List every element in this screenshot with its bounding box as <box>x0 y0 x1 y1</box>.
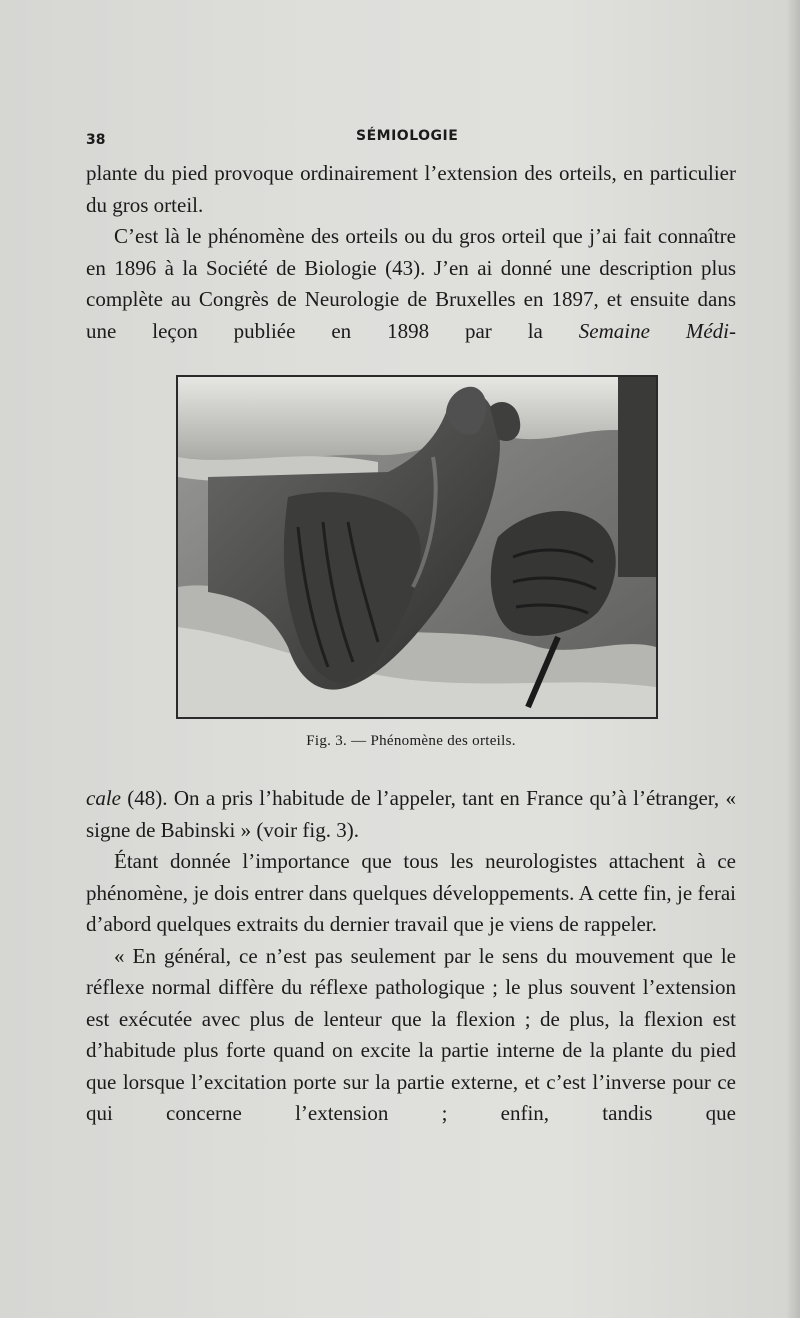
paragraph-text: (48). On a pris l’habitude de l’appeler, tant en France qu’à l’étranger, « signe de Babinski » (voir fig. 3). <box>86 786 736 842</box>
toe-phenomenon-illustration <box>178 377 656 717</box>
paragraph-quotation: « En général, ce n’est pas seulement par le sens du mouvement que le réflexe normal diffère du réflexe pathologique ; le plus souvent l’extension est exécutée avec plus de lenteur que la flexion ; de plus, la flexion est d’habitude plus forte quand on excite la partie interne de la plante du pied que lorsque l’excitation porte sur la partie externe, et c’est l’inverse pour ce qui concerne l’extension ; enfin, tandis que <box>86 943 736 1125</box>
page-edge-shadow <box>786 0 800 1318</box>
bottom-text-block <box>86 783 736 1130</box>
top-text-block <box>86 158 736 347</box>
paragraph-importance: Étant donnée l’importance que tous les neurologistes attachent à ce phénomène, je dois entrer dans quelques développements. A cette fin, je ferai d’abord quelques extraits du dernier travail que je viens de rappeler. <box>86 849 736 936</box>
paragraph-babinski-intro <box>86 221 736 347</box>
figure-caption: Fig. 3. — Phénomène des orteils. <box>306 733 516 749</box>
running-head <box>86 128 736 150</box>
paragraph-text: C’est là le phénomène des orteils ou du gros orteil que j’ai fait connaître en 1896 à la Société de Biologie (43). J’en ai donné une description plus complète au Congrès de Neurologie de Bruxelles en 1897, et ensuite dans une leçon publiée en 1898 par la <box>86 224 736 343</box>
page-number: 38 <box>86 132 106 148</box>
figure-illustration <box>176 375 658 719</box>
journal-title-end: cale <box>86 786 121 810</box>
running-title: SÉMIOLOGIE <box>356 128 459 144</box>
paragraph-continued: plante du pied provoque ordinairement l’extension des orteils, en particulier du gros orteil. <box>86 161 736 217</box>
journal-title-part: Semaine Médi- <box>578 318 736 343</box>
paragraph-continued-after-figure <box>86 783 736 846</box>
